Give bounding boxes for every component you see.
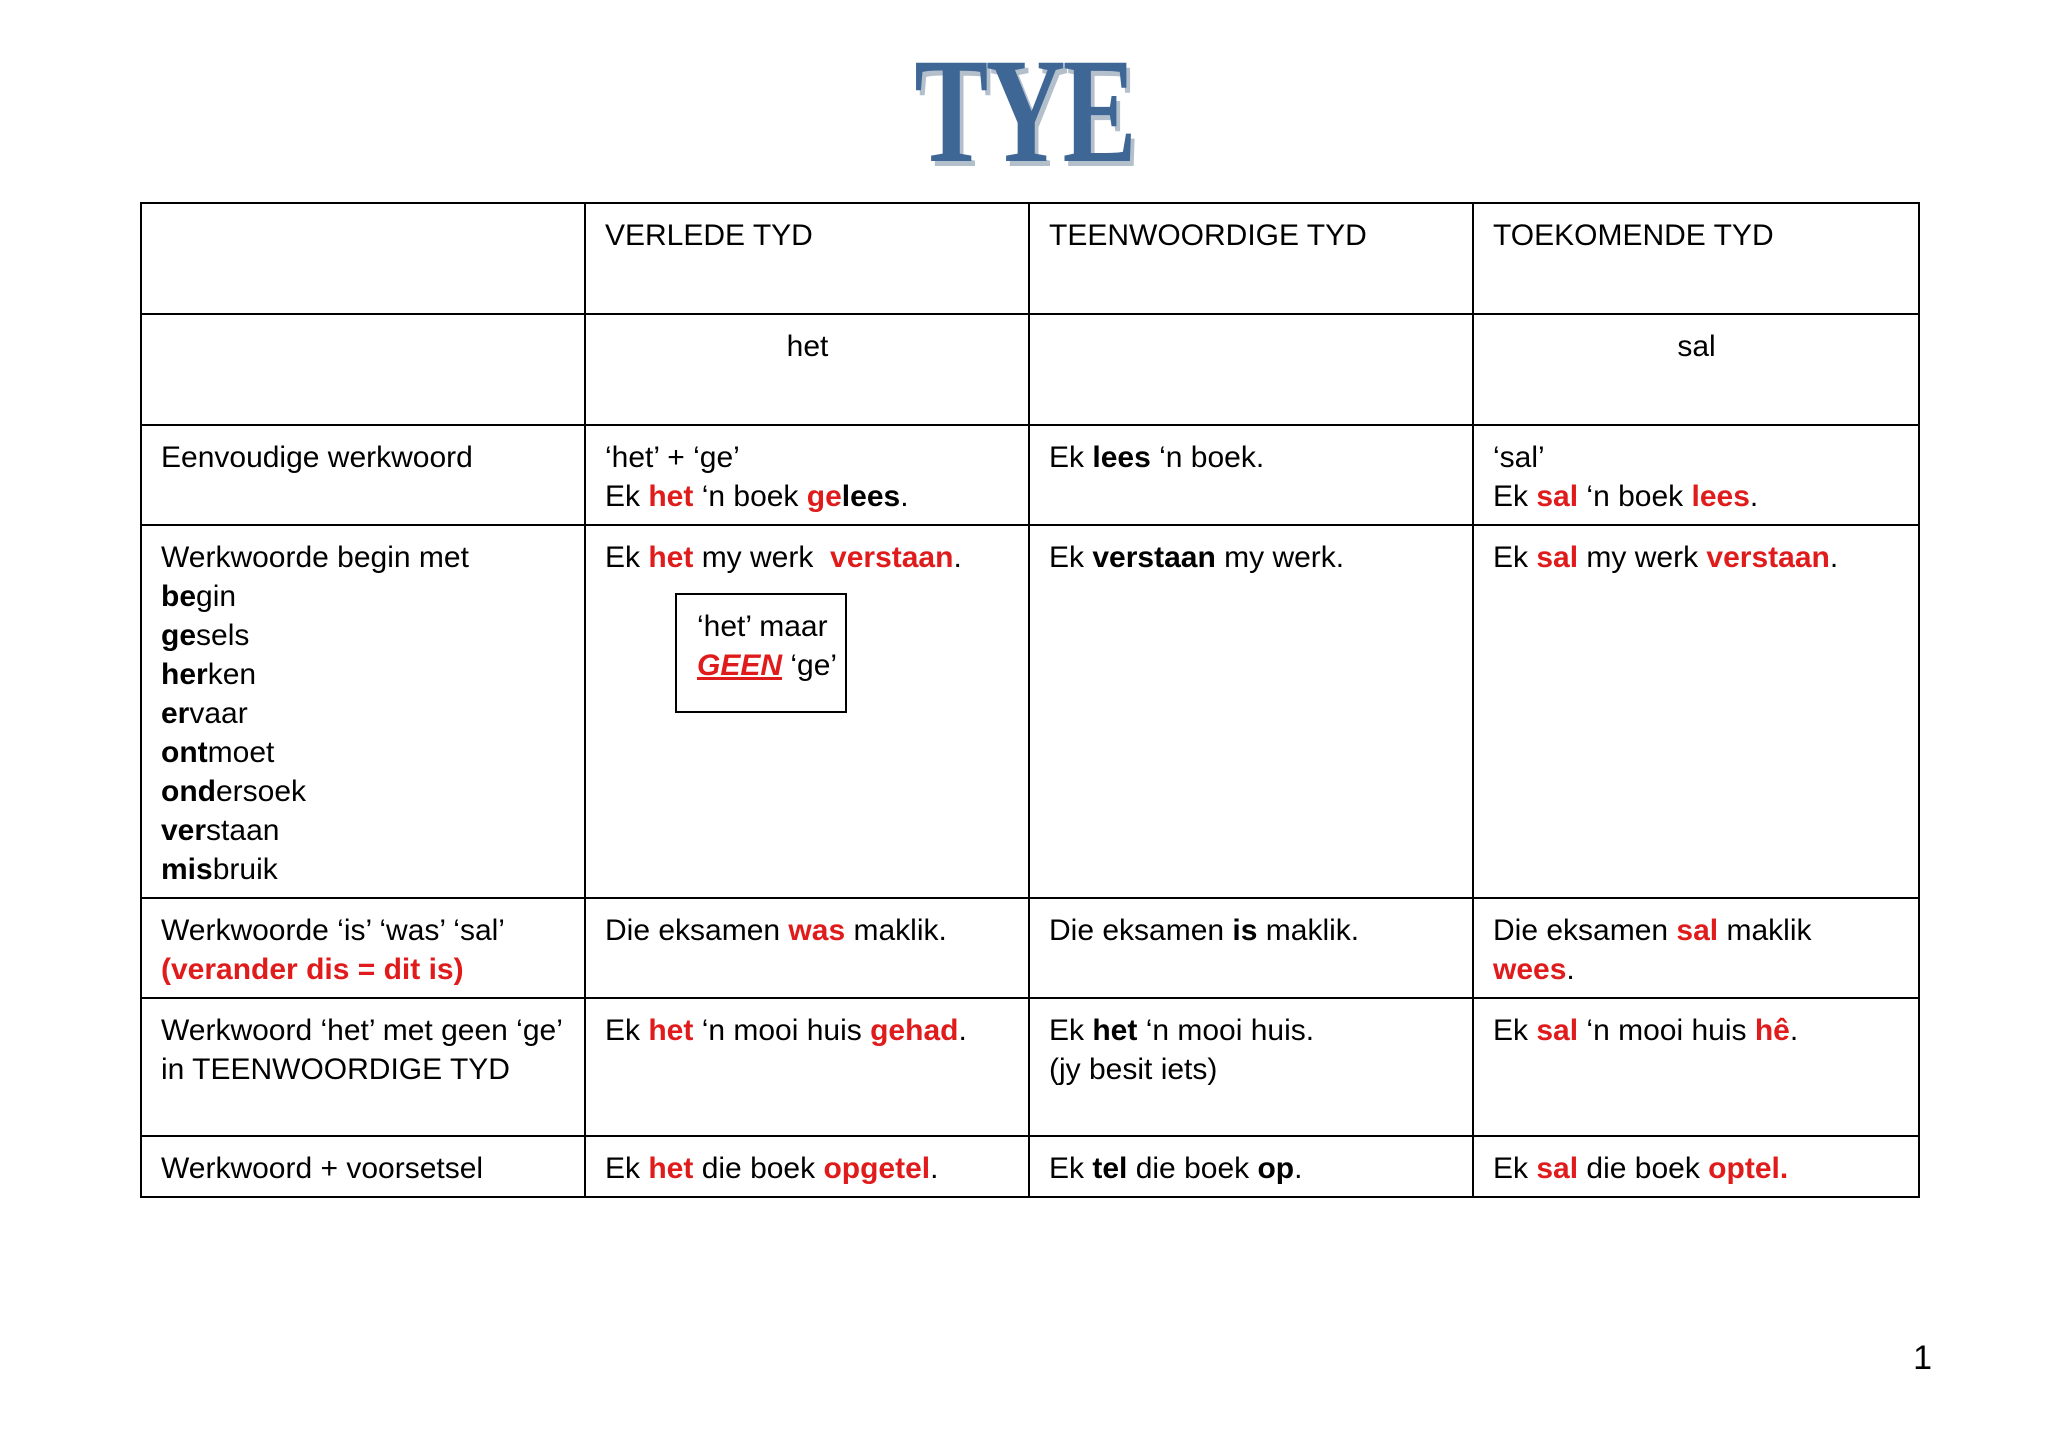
example-sentence: Ek het my werk verstaan. [605, 541, 962, 574]
prefix-item: begin [161, 580, 237, 613]
eenvoudig-past [585, 425, 1029, 525]
note-line: ‘het’ maar [697, 610, 828, 643]
example-sentence: Ek sal ‘n boek lees. [1493, 480, 1759, 513]
example-sentence: Die eksamen sal maklik [1493, 914, 1812, 947]
prefix-item: ontmoet [161, 736, 275, 769]
page-title: TYE [914, 28, 1134, 194]
note-box [675, 593, 847, 713]
aux-future: sal [1473, 314, 1919, 425]
row-label-voorsetsel: Werkwoord + voorsetsel [141, 1136, 585, 1197]
example-sentence: Ek sal die boek optel. [1493, 1152, 1789, 1185]
begin-met-present [1029, 525, 1473, 898]
het-geen-ge-future [1473, 998, 1919, 1136]
page-number: 1 [1913, 1339, 1932, 1377]
header-teenwoordige-tyd: TEENWOORDIGE TYD [1029, 203, 1473, 314]
eenvoudig-present [1029, 425, 1473, 525]
row-label: Werkwoorde ‘is’ ‘was’ ‘sal’ [161, 914, 505, 947]
cell-empty [141, 203, 585, 314]
present-note: (jy besit iets) [1049, 1053, 1218, 1086]
prefix-item: herken [161, 658, 257, 691]
row-label-het-geen-ge: Werkwoord ‘het’ met geen ‘ge’ in TEENWOORDIGE TYD [141, 998, 585, 1136]
example-sentence: Ek lees ‘n boek. [1049, 441, 1265, 474]
header-verlede-tyd: VERLEDE TYD [585, 203, 1029, 314]
header-toekomende-tyd: TOEKOMENDE TYD [1473, 203, 1919, 314]
example-sentence: Ek het ‘n mooi huis. [1049, 1014, 1315, 1047]
cell-empty [141, 314, 585, 425]
table-row-voorsetsel [141, 1136, 1919, 1197]
example-sentence: Die eksamen is maklik. [1049, 914, 1360, 947]
row-label-begin-met [141, 525, 585, 898]
row-label-note: (verander dis = dit is) [161, 953, 464, 986]
example-sentence: Ek sal my werk verstaan. [1493, 541, 1839, 574]
prefix-item: misbruik [161, 853, 278, 886]
table-row-auxiliary [141, 314, 1919, 425]
table-row-eenvoudig [141, 425, 1919, 525]
prefix-item: verstaan [161, 814, 280, 847]
voorsetsel-present [1029, 1136, 1473, 1197]
het-geen-ge-past [585, 998, 1029, 1136]
example-sentence: Ek het die boek opgetel. [605, 1152, 939, 1185]
het-geen-ge-present [1029, 998, 1473, 1136]
future-rule: ‘sal’ [1493, 441, 1545, 474]
table-row-het-geen-ge [141, 998, 1919, 1136]
row-label-eenvoudig: Eenvoudige werkwoord [141, 425, 585, 525]
is-was-sal-present [1029, 898, 1473, 998]
example-sentence: Ek sal ‘n mooi huis hê. [1493, 1014, 1799, 1047]
example-sentence: Ek verstaan my werk. [1049, 541, 1345, 574]
aux-past: het [585, 314, 1029, 425]
example-sentence-cont: wees. [1493, 953, 1575, 986]
begin-met-future [1473, 525, 1919, 898]
prefix-item: gesels [161, 619, 250, 652]
voorsetsel-past [585, 1136, 1029, 1197]
cell-empty [1029, 314, 1473, 425]
example-sentence: Die eksamen was maklik. [605, 914, 947, 947]
example-sentence: Ek tel die boek op. [1049, 1152, 1303, 1185]
is-was-sal-future [1473, 898, 1919, 998]
past-rule: ‘het’ + ‘ge’ [605, 441, 740, 474]
table-row-header [141, 203, 1919, 314]
table-row-begin-met [141, 525, 1919, 898]
example-sentence: Ek het ‘n boek gelees. [605, 480, 909, 513]
note-line: GEEN ‘ge’ [697, 649, 838, 682]
tenses-table [140, 202, 1920, 1198]
example-sentence: Ek het ‘n mooi huis gehad. [605, 1014, 967, 1047]
geen-emphasis: GEEN [697, 649, 783, 682]
row-label: Werkwoorde begin met [161, 541, 469, 574]
begin-met-past [585, 525, 1029, 898]
row-label-is-was-sal [141, 898, 585, 998]
is-was-sal-past [585, 898, 1029, 998]
voorsetsel-future [1473, 1136, 1919, 1197]
eenvoudig-future [1473, 425, 1919, 525]
table-row-is-was-sal [141, 898, 1919, 998]
prefix-item: ervaar [161, 697, 248, 730]
prefix-item: ondersoek [161, 775, 307, 808]
